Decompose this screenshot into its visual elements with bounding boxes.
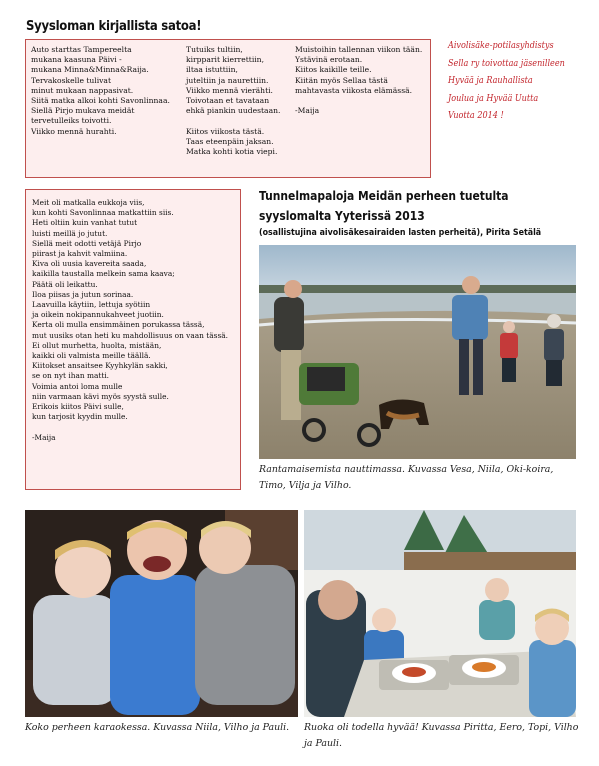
poem-author: -Maija	[32, 432, 56, 442]
poem2-column	[32, 198, 228, 443]
poem1-column-3	[295, 45, 422, 116]
poem-author: -Maija	[295, 106, 320, 116]
poem-line: kaikilla taustalla melkein sama kaava;	[32, 269, 175, 279]
poem-line: ja oikein nokipannukahveet juotiin.	[32, 310, 164, 320]
poem-line: Ystävinä erotaan.	[295, 55, 363, 65]
poem-line: mukana kaasuna Päivi -	[31, 55, 122, 65]
poem-line: Auto starttas Tampereelta	[31, 45, 132, 54]
greeting-line: Aivolisäke-potilasyhdistys	[448, 41, 554, 51]
poem1-column-1	[31, 45, 170, 137]
poem-line: iltaa istuttiin,	[186, 65, 238, 75]
poem-line: Heti oltiin kuin vanhat tutut	[32, 218, 138, 228]
poem-line: luisti meillä jo jutut.	[32, 228, 108, 238]
poem-line: Muistoihin tallennan viikon tään.	[295, 45, 423, 54]
article-heading-line-1: Tunnelmapaloja Meidän perheen tuetulta	[259, 189, 509, 203]
poem-line: Meit oli matkalla eukkoja viis,	[32, 198, 145, 207]
greeting-line: Sella ry toivottaa jäsenilleen	[448, 58, 565, 69]
beach-caption: Rantamaisemista nauttimassa. Kuvassa Vesa, Niila, Oki-koira, Timo, Vilja ja Vilho.	[259, 464, 554, 491]
poem1-title: Syysloman kirjallista satoa!	[26, 19, 202, 34]
article-heading	[259, 186, 509, 226]
poem1-column-2	[186, 45, 280, 157]
poem-line: kun kohti Savonlinnaa matkattiin siis.	[32, 208, 174, 218]
poem-line: Viikko mennä hurahti.	[31, 126, 117, 136]
poem-line: mahtavasta viikosta elämässä.	[295, 85, 413, 95]
poem-line: Kiva oli uusia kavereita saada,	[32, 259, 147, 269]
poem-line: juteltiin ja naurettiin.	[186, 75, 269, 85]
article-heading-line-2: syyslomalta Yyterissä 2013	[259, 209, 425, 223]
poem-line: minut mukaan nappasivat.	[31, 85, 134, 95]
poem-line: se on nyt ihan matti.	[32, 371, 110, 381]
poem-line: Kiitos viikosta tästä.	[186, 126, 265, 136]
poem-line: Siellä meit odotti vetäjä Pirjo	[32, 238, 142, 248]
poem-line	[32, 422, 228, 432]
poem-line: kaikki oli valmista meille täällä.	[32, 351, 151, 361]
poem-line: Taas eteenpäin jaksan.	[186, 136, 274, 146]
poem-line: Toivotaan et tavataan	[186, 96, 270, 106]
greeting-line: Vuotta 2014 !	[448, 111, 504, 122]
poem-line: Tervakoskelle tulivat	[31, 75, 112, 85]
karaoke-photo	[25, 510, 298, 717]
christmas-greeting	[448, 38, 577, 126]
poem-line: piirast ja kahvit valmiina.	[32, 249, 128, 259]
poem-line: Kerta oli mulla ensimmäinen porukassa tässä,	[32, 320, 205, 330]
poem-line	[186, 116, 280, 126]
poem2-box	[25, 189, 241, 490]
poem-line: niin varmaan kävi myös syystä sulle.	[32, 391, 169, 401]
poem-line: Siitä matka alkoi kohti Savonlinnaa.	[31, 96, 170, 106]
poem-line: Viikko mennä vierähti.	[186, 85, 273, 95]
poem1-box	[25, 39, 431, 178]
beach-photo	[259, 245, 576, 459]
restaurant-photo	[304, 510, 576, 717]
poem-line: mukana Minna&Minna&Raija.	[31, 65, 149, 75]
poem-line: Laavuilla käytiin, lettuja syötiin	[32, 300, 151, 310]
poem-line: Voimia antoi loma mulle	[32, 381, 123, 391]
poem-line: Matka kohti kotia viepi.	[186, 147, 278, 157]
poem-line: Päätä oli leikattu.	[32, 279, 98, 289]
restaurant-caption: Ruoka oli todella hyvää! Kuvassa Piritta, Eero, Topi, Vilho ja Pauli.	[304, 722, 579, 749]
poem-line: mut uusiks otan heti ku mahdollisuus on vaan tässä.	[32, 330, 228, 340]
poem-line: kirpparit kierrettiin,	[186, 55, 264, 65]
poem-line: Ei ollut murhetta, huolta, mistään,	[32, 340, 162, 350]
karaoke-caption: Koko perheen karaokessa. Kuvassa Niila, Vilho ja Pauli.	[25, 722, 290, 733]
poem-line: Kiitän myös Sellaa tästä	[295, 75, 388, 85]
poem-line: Iloa piisas ja jutun sorinaa.	[32, 289, 134, 299]
poem-line: Kiitokset ansaitsee Kyyhkylän sakki,	[32, 361, 168, 371]
greeting-line: Joulua ja Hyvää Uutta	[448, 93, 539, 104]
poem-line: Tutuiks tultiin,	[186, 45, 243, 54]
poem-line: tervetulleiks toivotti.	[31, 116, 112, 126]
article-byline: (osallistujina aivolisäkesairaiden lasten perheitä), Pirita Setälä	[259, 228, 542, 238]
poem-line: Erikois kiitos Päivi sulle,	[32, 402, 124, 412]
poem-line: kun tarjosit kyydin mulle.	[32, 412, 128, 422]
greeting-line: Hyvää ja Rauhallista	[448, 76, 533, 87]
poem-line: Kiitos kaikille teille.	[295, 65, 372, 75]
poem-line: ehkä piankin uudestaan.	[186, 106, 281, 116]
poem-line	[295, 96, 422, 106]
poem-line: Siellä Pirjo mukava meidät	[31, 106, 135, 116]
